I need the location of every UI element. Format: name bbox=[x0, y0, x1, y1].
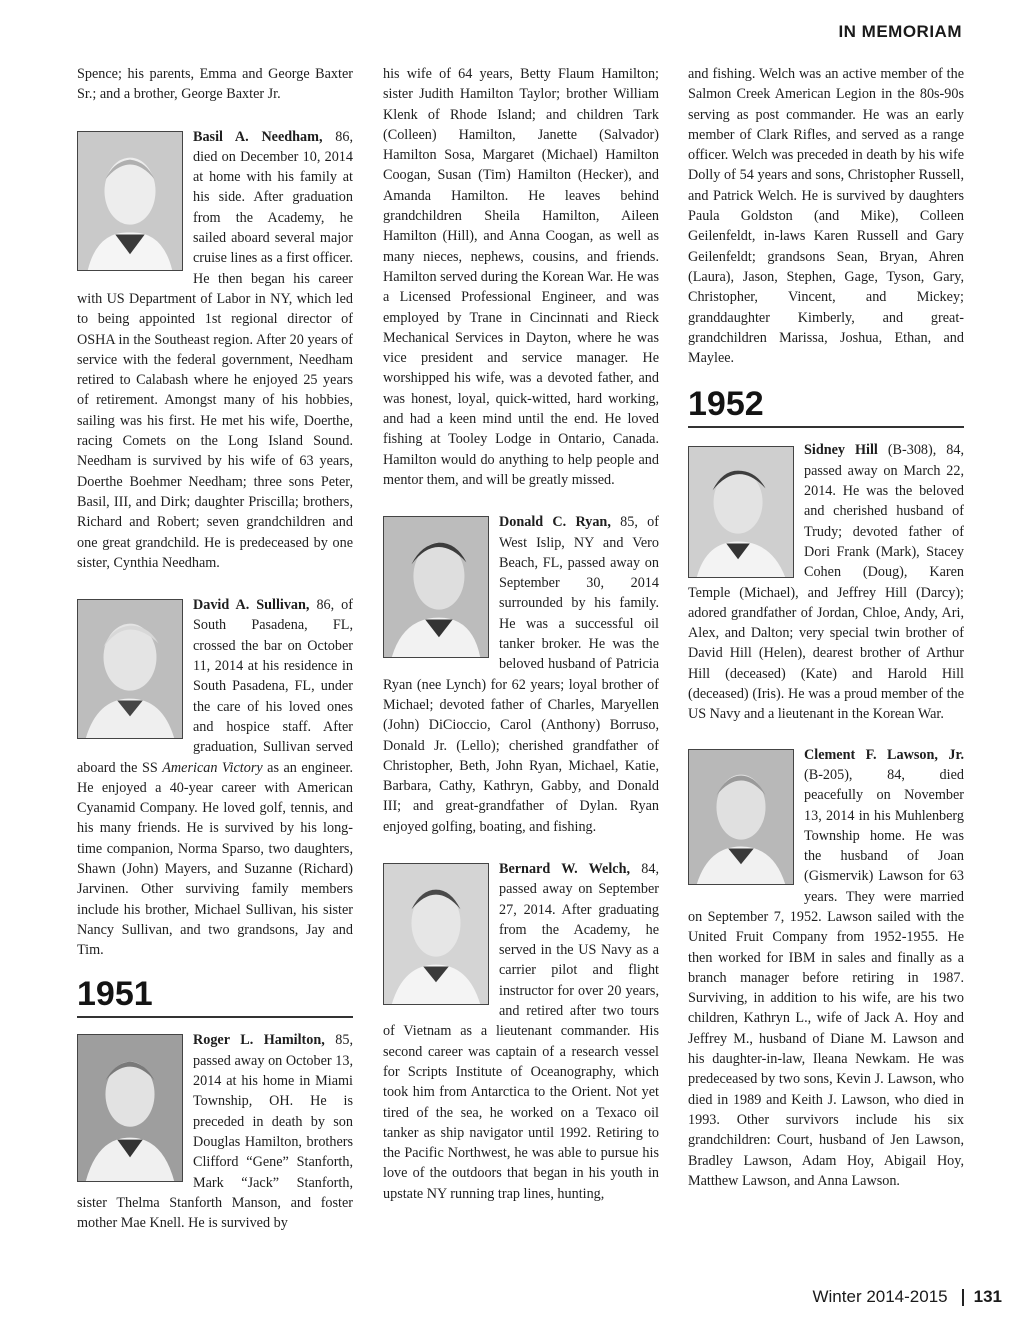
obituary-text: (B-205), 84, died peacefully on November 13, 2014 in his Muhlenberg Township home. He was the husband of Joan (Gismervik) Lawson for 63 years. They were married on September 7, 1952. Lawson sailed with the United Fruit Company from 1952-1955. He then worked for IBM in sales and finally as a branch manager before retiring in 1987. Surviving, in addition to his wife, are his two children, Kathryn L., wife of Jack A. Hoy and Jeffrey M., husband of Diane M. Lawson and his daughter-in-law, Ileana Newkam. He was predeceased by two sons, Kevin J. Lawson, who died in 1989 and Keith J. Lawson, who died in 1993. Other survivors include his six grandchildren: Court, husband of Jen Lawson, Bradley Lawson, Adam Hoy, Abigail Hoy, Matthew Lawson, and Anna Lawson. bbox=[688, 766, 964, 1189]
carryover-text: and fishing. Welch was an active member of the Salmon Creek American Legion in the 80s-90s serving as post commander. He was an early member of Clark Rifles, and served as a range officer. Welch was preceded in death by his wife Dolly of 54 years and sons, Christopher Russell, and Patrick Welch. He is survived by daughters Paula Goldston (and Mike), Colleen Geilenfeldt, in-laws Karen Russell and Gary Geilenfeldt; grandsons Sean, Bryan, Ahren (Laura), Jason, Stephen, Gage, Tyson, Gary, Christopher, Vincent, and Mickey; granddaughter Kimberly, and great-grandchildren Marissa, Joshua, Ethan, and Maylee. bbox=[688, 66, 964, 367]
portrait-photo bbox=[77, 599, 183, 739]
column-3 bbox=[688, 64, 964, 1191]
deceased-name: David A. Sullivan, bbox=[193, 597, 310, 614]
obituary-ryan bbox=[383, 512, 659, 837]
issue-label: Winter 2014-2015 bbox=[812, 1287, 948, 1306]
portrait-photo bbox=[383, 863, 489, 1005]
carryover-text: his wife of 64 years, Betty Flaum Hamilton; sister Judith Hamilton Taylor; brother William Klenk of Rhode Island; and children Tark (Colleen) Hamilton, Janette (Salvador) Hamilton Sosa, Margaret (Michael) Hamilton Coogan, Susan (Tim) Hamilton (Hecker), and Amanda Hamilton. He leaves behind grandchildren Sheila Hamilton, Aileen Hamilton (Hill), and Anna Coogan, as well as many nieces, nephews, cousins, and friends. Hamilton served during the Korean War. He was a Licensed Professional Engineer, and was employed by Trane in Cincinnati and Rieck Mechanical Services in Dayton, where he was vice president and service manager. He worshipped his wife, was a devoted father, and was honest, loyal, quick-witted, hard working, and had a keen mind until the end. He loved fishing at Tooley Lodge in Ontario, Canada. Hamilton would do anything to help people and mentor them, and will be greatly missed. bbox=[383, 66, 659, 488]
portrait-photo bbox=[77, 1034, 183, 1182]
section-header: IN MEMORIAM bbox=[838, 22, 962, 41]
class-year-heading: 1951 bbox=[77, 974, 353, 1018]
deceased-name: Bernard W. Welch, bbox=[499, 860, 631, 877]
deceased-name: Clement F. Lawson, Jr. bbox=[804, 746, 964, 763]
column-2 bbox=[383, 64, 659, 1204]
obituary-welch bbox=[383, 859, 659, 1204]
obituary-text: as an engineer. He enjoyed a 40-year career with American Cyanamid Company. He loved golf, tennis, and his many friends. He is survived by his long-time companion, Norma Sparso, two daughters, Shawn (John) Mayers, and Suzanne (Richard) Jarvinen. Other surviving family members include his brother, Michael Sullivan, his sister Nancy Sullivan, and two grandsons, Jay and Tim. bbox=[77, 759, 354, 959]
obituary-lawson bbox=[688, 745, 964, 1192]
column-1 bbox=[77, 64, 353, 1233]
portrait-photo bbox=[688, 446, 794, 578]
deceased-name: Roger L. Hamilton, bbox=[193, 1032, 325, 1049]
deceased-name: Sidney Hill bbox=[804, 442, 878, 459]
class-year-heading: 1952 bbox=[688, 384, 964, 428]
deceased-name: Basil A. Needham, bbox=[193, 128, 323, 145]
obituary-text: 85, of West Islip, NY and Vero Beach, FL, passed away on September 30, 2014 surrounded by his family. He was a successful oil tanker broker. He was the beloved husband of Patricia Ryan (nee Lynch) for 62 years; loyal brother of Michael; devoted father of Charles, Maryellen (John) DiCioccio, Carol (Anthony) Borruso, Donald Jr. (Lello); cherished grandfather of Christopher, Beth, John Ryan, Michael, Katie, Barbara, Cathy, Kathryn, Gabby, and Donald III; and great-grandfather of Dylan. Ryan enjoyed golfing, boating, and fishing. bbox=[383, 514, 659, 835]
obituary-hamilton bbox=[77, 1030, 353, 1233]
page-number: 131 bbox=[973, 1287, 1002, 1306]
portrait-photo bbox=[77, 131, 183, 271]
obituary-text: 84, passed away on September 27, 2014. After graduating from the Academy, he served in the US Navy as a carrier pilot and flight instructor for over 20 years, and retired after two tours of Vietnam as a lieutenant commander. His second career was captain of a research vessel for Scripts Institute of Oceanography, which took him from Antarctica to the Orient. Not yet tired of the sea, he worked on a Texaco oil tanker as ship navigator until 1992. Retiring to the Pacific Northwest, he was able to pursue his love of the outdoors that began in his youth in upstate NY running trap lines, hunting, bbox=[383, 860, 659, 1202]
obituary-text: 85, passed away on October 13, 2014 at his home in Miami Township, OH. He is preceded in death by son Douglas Hamilton, brothers Clifford “Gene” Stanforth, Mark “Jack” Stanforth, sister Thelma Stanforth Manson, and foster mother Mae Knell. He is survived by bbox=[77, 1032, 353, 1232]
obituary-hill bbox=[688, 440, 964, 724]
obituary-sullivan bbox=[77, 595, 353, 960]
obituary-text: 86, of South Pasadena, FL, crossed the bar on October 11, 2014 at his residence in South Pasadena, FL, under the care of his loved ones and hospice staff. After graduation, Sullivan served aboard the SS bbox=[77, 597, 353, 776]
footer-divider bbox=[962, 1289, 964, 1306]
portrait-photo bbox=[688, 749, 794, 885]
ship-name: American Victory bbox=[162, 759, 263, 776]
page-footer bbox=[812, 1287, 1002, 1307]
obituary-needham bbox=[77, 127, 353, 574]
portrait-photo bbox=[383, 516, 489, 658]
deceased-name: Donald C. Ryan, bbox=[499, 514, 611, 531]
carryover-text: Spence; his parents, Emma and George Baxter Sr.; and a brother, George Baxter Jr. bbox=[77, 66, 353, 103]
obituary-text: (B-308), 84, passed away on March 22, 2014. He was the beloved and cherished husband of Trudy; devoted father of Dori Frank (Mark), Stacey Cohen (Doug), Karen Temple (Michael), and Jeffrey Hill (Darcy); adored grandfather of Jordan, Chloe, Andy, Ari, Alex, and Dalton; very special twin brother of David Hill (Helen), dearest brother of Arthur Hill (deceased) (Kate) and Harold Hill (deceased) (Iris). He was a proud member of the US Navy and a lieutenant in the Korean War. bbox=[688, 442, 964, 723]
obituary-text: 86, died on December 10, 2014 at home with his family at his side. After graduation from the Academy, he sailed aboard several major cruise lines as a first officer. He then began his career with US Department of Labor in NY, which led to being appointed 1st regional director of OSHA in the Southeast region. After 20 years of service with the federal government, Needham retired to Calabash where he enjoyed 25 years of retirement. Amongst many of his hobbies, sailing was his first. He met his wife, Doerthe, racing Comets on the Long Island Sound. Needham is survived by his wife of 63 years, Doerthe Boehmer Needham; three sons Peter, Basil, III, and Dirk; daughter Priscilla; brothers, Richard and Robert; seven grandchildren and one great grandchild. He is predeceased by one sister, Cynthia Needham. bbox=[77, 128, 353, 571]
